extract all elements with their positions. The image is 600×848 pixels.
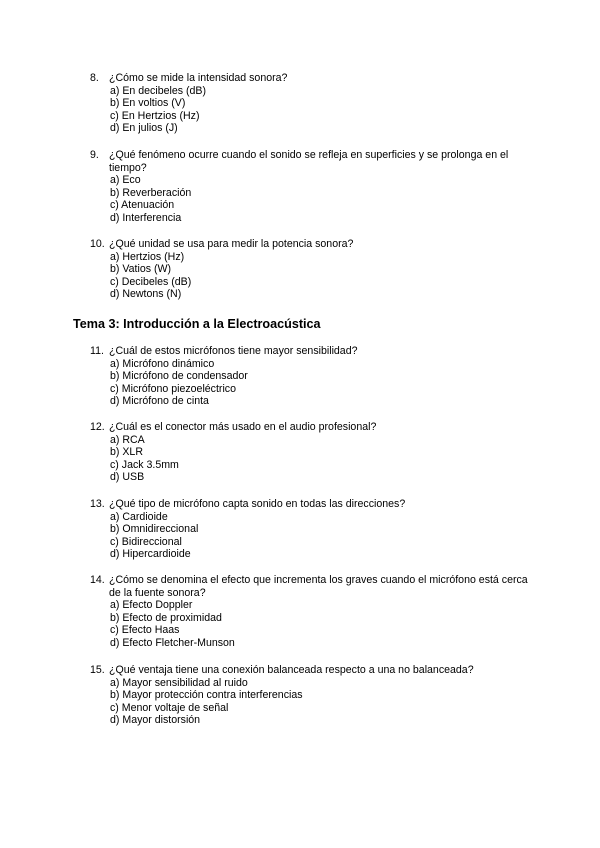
section-title: Tema 3: Introducción a la Electroacústica	[73, 317, 321, 331]
answer-option: a) Micrófono dinámico	[110, 357, 215, 370]
answer-options	[90, 511, 540, 561]
answer-option: a) Efecto Doppler	[110, 599, 193, 612]
answer-option: d) Interferencia	[110, 211, 182, 224]
answer-option: d) En julios (J)	[110, 122, 178, 135]
answer-options	[90, 358, 540, 408]
answer-option: b) Reverberación	[110, 186, 192, 199]
answer-option: c) Jack 3.5mm	[110, 458, 179, 471]
question-9	[90, 149, 540, 225]
question-13	[90, 498, 540, 561]
answer-option: d) Newtons (N)	[110, 288, 182, 301]
answer-option: a) Hertzios (Hz)	[110, 250, 185, 263]
answer-option: c) Atenuación	[110, 199, 175, 212]
answer-option: c) Menor voltaje de señal	[110, 701, 229, 714]
question-12	[90, 421, 540, 484]
answer-option: b) Mayor protección contra interferencias	[110, 689, 303, 702]
answer-option: a) Eco	[110, 174, 141, 187]
answer-option: b) Vatios (W)	[110, 263, 172, 276]
answer-options	[90, 599, 540, 649]
answer-option: d) Mayor distorsión	[110, 714, 201, 727]
question-10	[90, 238, 540, 301]
answer-option: c) Bidireccional	[110, 535, 182, 548]
question-number: 15.	[90, 664, 105, 676]
question-text: ¿Cuál de estos micrófonos tiene mayor sensibilidad?	[109, 345, 358, 357]
answer-option: b) Efecto de proximidad	[110, 611, 222, 624]
answer-option: a) RCA	[110, 433, 145, 446]
answer-option: c) Decibeles (dB)	[110, 275, 192, 288]
question-number: 11.	[90, 345, 104, 357]
question-text: ¿Cuál es el conector más usado en el audio profesional?	[109, 421, 377, 433]
question-11	[90, 345, 540, 408]
answer-option: b) En voltios (V)	[110, 97, 186, 110]
answer-option: c) Efecto Haas	[110, 624, 180, 637]
question-number: 13.	[90, 498, 105, 510]
question-number: 14.	[90, 574, 105, 586]
answer-option: b) XLR	[110, 446, 143, 459]
answer-options	[90, 251, 540, 301]
answer-option: d) USB	[110, 471, 145, 484]
question-number: 8.	[90, 72, 99, 84]
question-text: ¿Qué tipo de micrófono capta sonido en todas las direcciones?	[109, 498, 406, 510]
answer-option: d) Efecto Fletcher-Munson	[110, 636, 235, 649]
question-number: 10.	[90, 238, 105, 250]
question-text: ¿Cómo se denomina el efecto que incrementa los graves cuando el micrófono está cerca de la fuente sonora?	[109, 574, 528, 599]
question-text: ¿Qué unidad se usa para medir la potencia sonora?	[109, 238, 354, 250]
question-number: 9.	[90, 149, 99, 161]
answer-option: d) Hipercardioide	[110, 548, 191, 561]
answer-option: a) En decibeles (dB)	[110, 84, 206, 97]
question-8	[90, 72, 540, 135]
question-15	[90, 664, 540, 727]
answer-option: a) Mayor sensibilidad al ruido	[110, 676, 248, 689]
answer-option: c) Micrófono piezoeléctrico	[110, 382, 236, 395]
question-text: ¿Qué ventaja tiene una conexión balanceada respecto a una no balanceada?	[109, 664, 474, 676]
question-text: ¿Cómo se mide la intensidad sonora?	[109, 72, 288, 84]
question-14	[90, 574, 540, 650]
answer-options	[90, 174, 540, 224]
answer-option: d) Micrófono de cinta	[110, 395, 209, 408]
question-number: 12.	[90, 421, 105, 433]
answer-options	[90, 677, 540, 727]
answer-option: b) Micrófono de condensador	[110, 370, 248, 383]
answer-option: a) Cardioide	[110, 510, 168, 523]
answer-option: b) Omnidireccional	[110, 523, 199, 536]
question-text: ¿Qué fenómeno ocurre cuando el sonido se refleja en superficies y se prolonga en el tiempo?	[109, 149, 509, 174]
answer-options	[90, 434, 540, 484]
answer-option: c) En Hertzios (Hz)	[110, 109, 200, 122]
answer-options	[90, 85, 540, 135]
